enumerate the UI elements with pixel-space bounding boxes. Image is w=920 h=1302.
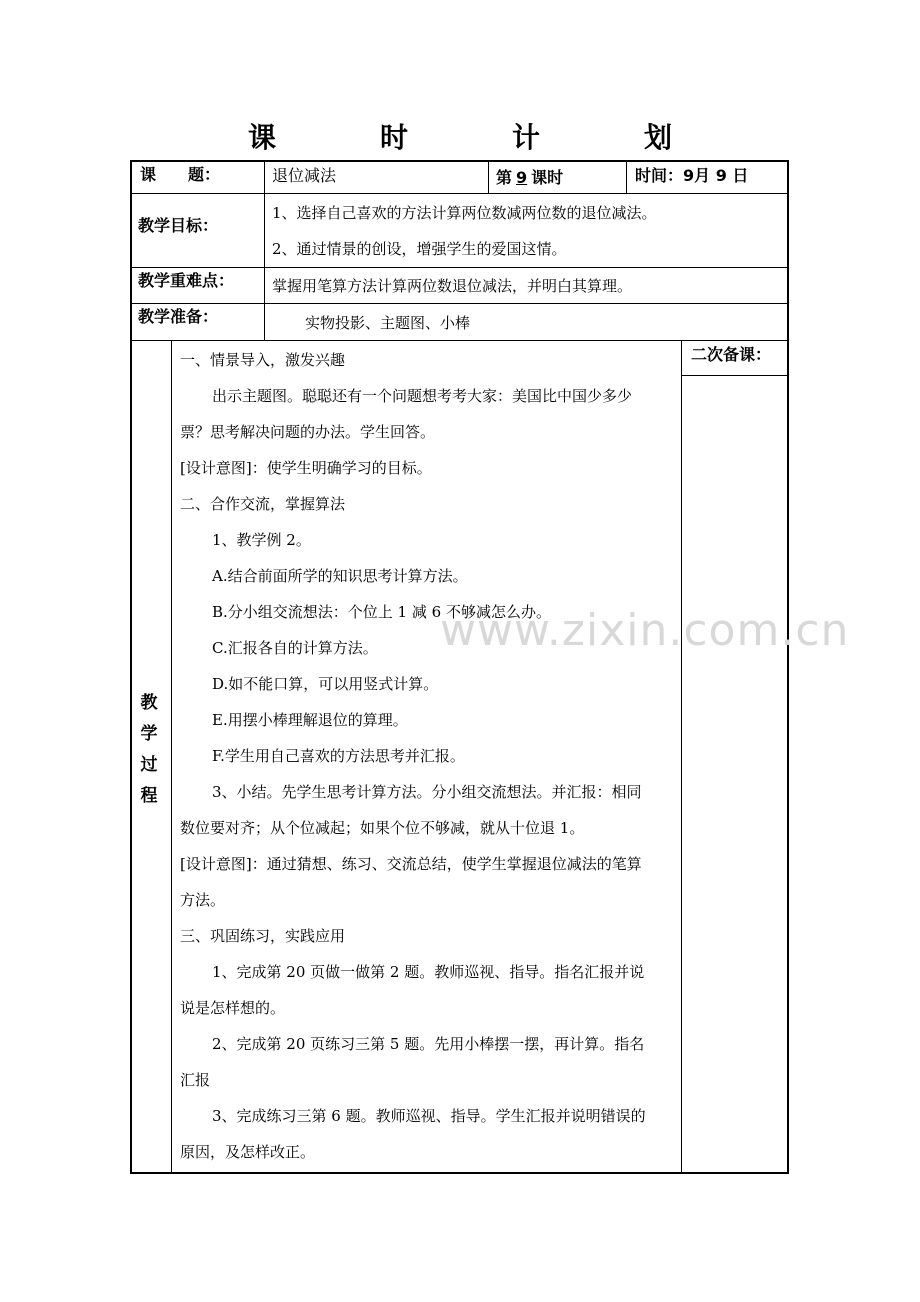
process-line: 说是怎样想的。 [180,999,286,1017]
process-label-char: 过 [140,755,158,775]
process-line: F.学生用自己喜欢的方法思考并汇报。 [212,747,465,765]
process-line: 3、小结。先学生思考计算方法。分小组交流想法。并汇报：相同 [212,783,642,801]
col-divider [171,340,172,1173]
process-line: 一、情景导入，激发兴趣 [180,351,346,369]
row-divider [131,267,788,268]
goal-item-1: 1、选择自己喜欢的方法计算两位数减两位数的退位减法。 [272,204,657,222]
lesson-suffix: 课时 [531,168,564,187]
process-label-char: 学 [140,724,158,744]
second-prep-label: 二次备课： [691,345,772,364]
lesson-number [496,168,563,188]
process-line: 二、合作交流，掌握算法 [180,495,346,513]
process-line: [设计意图]：使学生明确学习的目标。 [180,459,432,477]
watermark: www.zixin.com.cn [440,605,850,656]
goals-label: 教学目标： [138,216,219,235]
key-points-label: 教学重难点： [138,271,235,290]
process-line: 汇报 [180,1071,211,1089]
process-line: 3、完成练习三第 6 题。教师巡视、指导。学生汇报并说明错误的 [212,1107,646,1125]
time-label: 时间：9月 9 日 [635,166,749,185]
process-label-char: 程 [140,786,158,806]
row-divider [131,303,788,304]
process-line: [设计意图]：通过猜想、练习、交流总结，使学生掌握退位减法的笔算 [180,855,642,873]
process-line: 三、巩固练习，实践应用 [180,927,346,945]
side-divider [682,375,788,376]
topic-value: 退位减法 [272,166,337,185]
page-title: 课 时 计 划 [247,121,710,154]
lesson-prefix: 第 [496,168,513,187]
process-line: 1、教学例 2。 [212,531,311,549]
goal-item-2: 2、通过情景的创设，增强学生的爱国这情。 [272,240,567,258]
process-label-char: 教 [140,693,158,713]
process-line: 2、完成第 20 页练习三第 5 题。先用小棒摆一摆，再计算。指名 [212,1035,645,1053]
process-line: C.汇报各自的计算方法。 [212,639,378,657]
col-divider [488,161,489,193]
process-body [180,342,674,1170]
process-line: 出示主题图。聪聪还有一个问题想考考大家：美国比中国少多少 [212,387,633,405]
process-line: 方法。 [180,891,226,909]
process-label [136,688,162,812]
preparation-text: 实物投影、主题图、小棒 [305,314,471,332]
row-divider [131,340,788,341]
process-line: A.结合前面所学的知识思考计算方法。 [212,567,468,585]
process-line: B.分小组交流想法：个位上 1 减 6 不够减怎么办。 [212,603,551,621]
col-divider [681,340,682,1173]
process-line: 1、完成第 20 页做一做第 2 题。教师巡视、指导。指名汇报并说 [212,963,645,981]
process-line: 票？思考解决问题的办法。学生回答。 [180,423,436,441]
topic-label: 课 题： [140,165,221,184]
process-line: 原因，及怎样改正。 [180,1143,316,1161]
lesson-number-value: 9 [516,168,528,187]
preparation-label: 教学准备： [138,307,219,326]
row-divider [131,193,788,194]
process-line: D.如不能口算，可以用竖式计算。 [212,675,439,693]
col-divider [264,161,265,340]
col-divider [626,161,627,193]
process-line: E.用摆小棒理解退位的算理。 [212,711,408,729]
key-points-text: 掌握用笔算方法计算两位数退位减法，并明白其算理。 [272,277,633,295]
process-line: 数位要对齐；从个位减起；如果个位不够减，就从十位退 1。 [180,819,585,837]
